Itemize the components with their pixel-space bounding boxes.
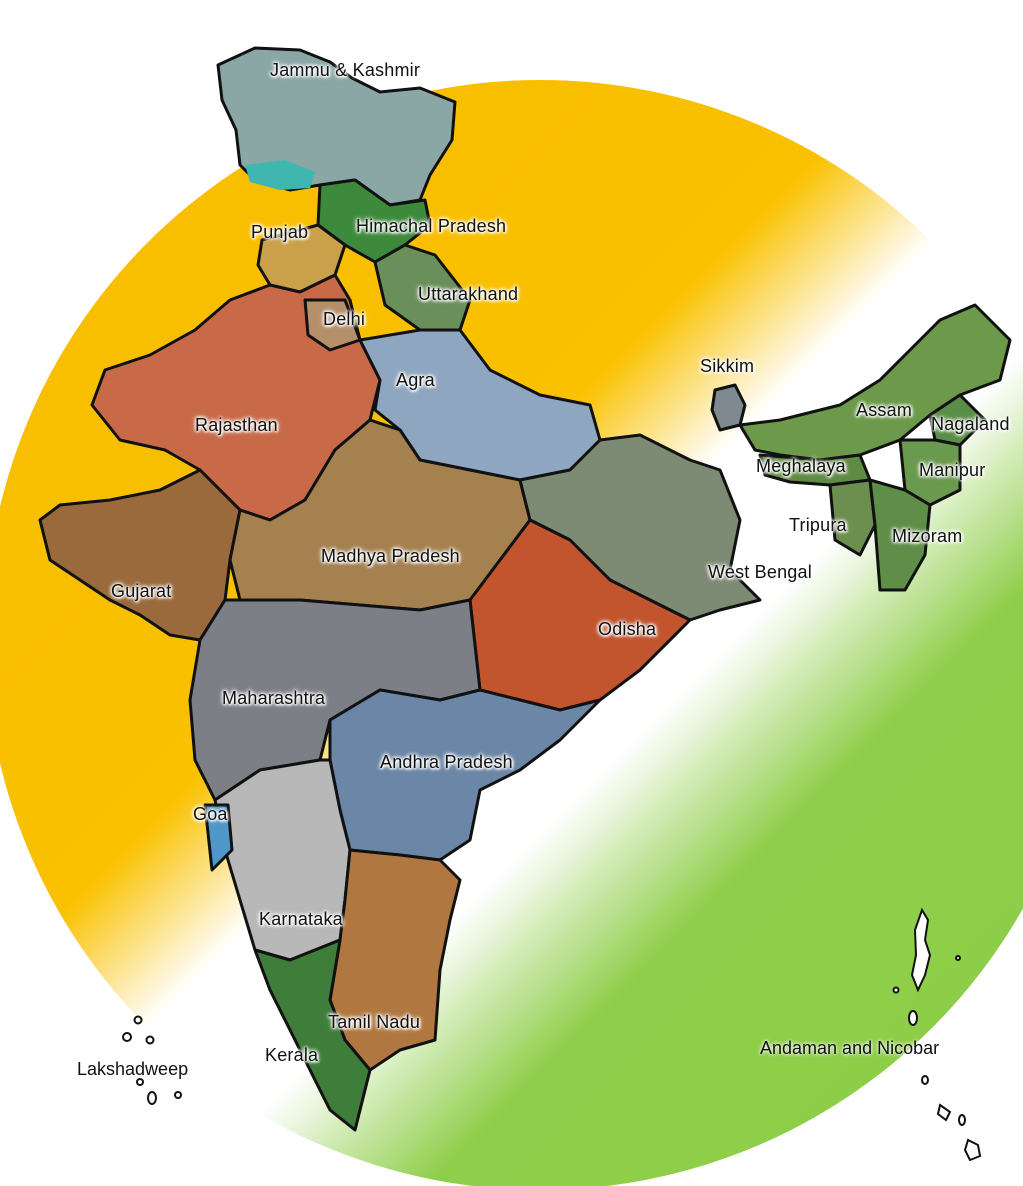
label-gujarat: Gujarat [111,581,172,601]
label-madhya-pradesh: Madhya Pradesh [321,546,460,566]
label-delhi: Delhi [323,309,366,329]
label-jammu-kashmir: Jammu & Kashmir [270,60,421,80]
label-andhra-pradesh: Andhra Pradesh [380,752,513,772]
label-goa: Goa [193,804,228,824]
label-tamil-nadu: Tamil Nadu [328,1012,421,1032]
label-manipur: Manipur [919,460,986,480]
label-agra: Agra [396,370,435,390]
label-meghalaya: Meghalaya [756,456,846,476]
label-rajasthan: Rajasthan [195,415,278,435]
label-himachal-pradesh: Himachal Pradesh [356,216,507,236]
label-uttarakhand: Uttarakhand [418,284,519,304]
label-maharashtra: Maharashtra [222,688,326,708]
label-assam: Assam [856,400,913,420]
label-punjab: Punjab [251,222,309,242]
label-mizoram: Mizoram [892,526,963,546]
label-nagaland: Nagaland [931,414,1010,434]
label-west-bengal: West Bengal [708,562,812,582]
label-sikkim: Sikkim [700,356,755,376]
region-sikkim[interactable] [712,385,745,430]
label-lakshadweep: Lakshadweep [77,1059,189,1079]
label-andaman-nicobar: Andaman and Nicobar [760,1038,940,1058]
label-tripura: Tripura [789,515,847,535]
label-kerala: Kerala [265,1045,319,1065]
label-odisha: Odisha [598,619,657,639]
label-karnataka: Karnataka [259,909,343,929]
